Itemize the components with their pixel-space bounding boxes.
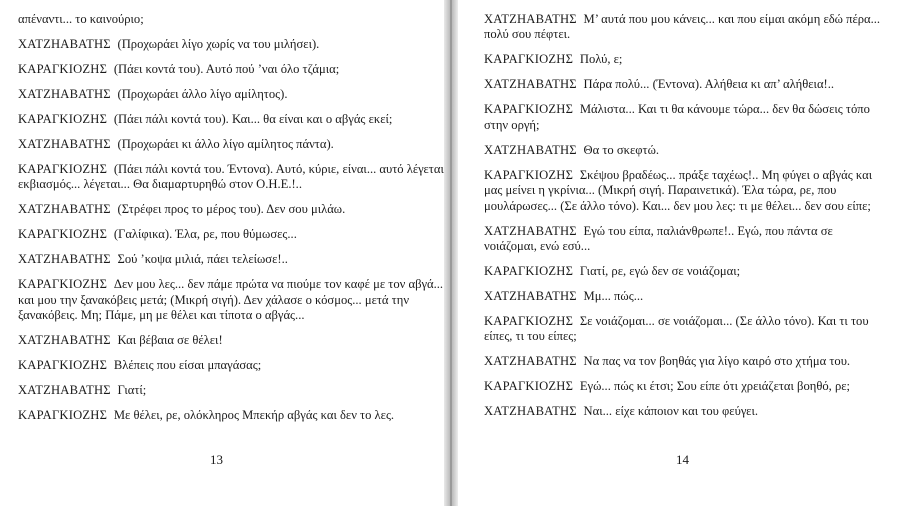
left-page-text bbox=[18, 12, 444, 424]
speaker-name: ΧΑΤΖΗΑΒΑΤΗΣ bbox=[484, 404, 577, 419]
speaker-name: ΧΑΤΖΗΑΒΑΤΗΣ bbox=[484, 354, 577, 369]
line-text: (Πάει πάλι κοντά του. Έντονα). Αυτό, κύριε, είναι... αυτό λέγεται εκβιασμός... λέγεται... Θα διαμαρτυρηθώ στον Ο.Η.Ε.!.. bbox=[18, 162, 444, 192]
speaker-name: ΚΑΡΑΓΚΙΟΖΗΣ bbox=[18, 408, 108, 423]
dialogue-line bbox=[484, 224, 887, 255]
line-text: Μάλιστα... Και τι θα κάνουμε τώρα... δεν θα δώσεις τόπο στην οργή; bbox=[484, 102, 870, 132]
dialogue-line bbox=[484, 168, 887, 214]
dialogue-line bbox=[18, 62, 444, 77]
speaker-name: ΧΑΤΖΗΑΒΑΤΗΣ bbox=[484, 77, 577, 92]
dialogue-line bbox=[18, 227, 444, 242]
page-number: 14 bbox=[676, 452, 689, 467]
dialogue-line bbox=[484, 12, 887, 43]
dialogue-line bbox=[484, 264, 887, 279]
line-text: Με θέλει, ρε, ολόκληρος Μπεκήρ αβγάς και δεν το λες. bbox=[113, 408, 395, 423]
line-text: Γιατί; bbox=[117, 383, 147, 398]
speaker-name: ΧΑΤΖΗΑΒΑΤΗΣ bbox=[18, 202, 111, 217]
page-number: 13 bbox=[210, 452, 223, 467]
speaker-name: ΚΑΡΑΓΚΙΟΖΗΣ bbox=[18, 227, 108, 242]
dialogue-line bbox=[484, 379, 887, 394]
line-text: Μ’ αυτά που μου κάνεις... και που είμαι ακόμη εδώ πέρα... πολύ σου πέφτει. bbox=[484, 12, 881, 42]
speaker-name: ΚΑΡΑΓΚΙΟΖΗΣ bbox=[18, 62, 108, 76]
line-text: (Γαλίφικα). Έλα, ρε, που θύμωσες... bbox=[113, 227, 297, 242]
line-text: Να πας να τον βοηθάς για λίγο καιρό στο χτήμα του. bbox=[583, 354, 851, 369]
speaker-name: ΧΑΤΖΗΑΒΑΤΗΣ bbox=[484, 12, 577, 26]
dialogue-line bbox=[18, 137, 444, 152]
speaker-name: ΚΑΡΑΓΚΙΟΖΗΣ bbox=[484, 379, 574, 394]
line-text: Πάρα πολύ... (Έντονα). Αλήθεια κι απ’ αλήθεια!.. bbox=[583, 77, 835, 92]
line-text: Ναι... είχε κάποιον και του φεύγει. bbox=[583, 404, 758, 419]
speaker-name: ΧΑΤΖΗΑΒΑΤΗΣ bbox=[18, 383, 111, 398]
dialogue-line bbox=[18, 202, 444, 217]
speaker-name: ΚΑΡΑΓΚΙΟΖΗΣ bbox=[484, 314, 574, 329]
right-page bbox=[458, 0, 901, 506]
line-text: (Προχωράει λίγο χωρίς να του μιλήσει). bbox=[117, 37, 320, 51]
dialogue-line bbox=[18, 408, 444, 423]
dialogue-line bbox=[18, 277, 444, 323]
line-text: Θα το σκεφτώ. bbox=[583, 142, 660, 157]
dialogue-line bbox=[484, 143, 887, 158]
speaker-name: ΚΑΡΑΓΚΙΟΖΗΣ bbox=[484, 264, 574, 279]
speaker-name: ΚΑΡΑΓΚΙΟΖΗΣ bbox=[484, 52, 574, 67]
line-text: Δεν μου λες... δεν πάμε πρώτα να πιούμε τον καφέ με τον αβγά... και μου την ξανακόβεις μετά; (Μικρή σιγή). Δεν χάλασε ο κόσμος... μετά την ξανακόβεις. Μη; Πάμε, μη με θέλει και τίποτα ο αβγάς... bbox=[18, 277, 444, 323]
right-page-text bbox=[484, 12, 887, 420]
line-text: Πολύ, ε; bbox=[579, 52, 623, 67]
dialogue-line bbox=[484, 314, 887, 345]
speaker-name: ΧΑΤΖΗΑΒΑΤΗΣ bbox=[484, 289, 577, 304]
speaker-name: ΚΑΡΑΓΚΙΟΖΗΣ bbox=[484, 102, 574, 117]
speaker-name: ΧΑΤΖΗΑΒΑΤΗΣ bbox=[18, 87, 111, 101]
line-text: (Πάει πάλι κοντά του). Και... θα είναι και ο αβγάς εκεί; bbox=[113, 112, 393, 126]
line-text: Γιατί, ρε, εγώ δεν σε νοιάζομαι; bbox=[579, 264, 741, 279]
page-seam bbox=[450, 0, 452, 506]
dialogue-line bbox=[484, 102, 887, 133]
line-text: Βλέπεις που είσαι μπαγάσας; bbox=[113, 358, 262, 373]
speaker-name: ΧΑΤΖΗΑΒΑΤΗΣ bbox=[18, 37, 111, 51]
book-gutter bbox=[444, 0, 458, 506]
speaker-name: ΧΑΤΖΗΑΒΑΤΗΣ bbox=[18, 137, 111, 151]
line-text: Σε νοιάζομαι... σε νοιάζομαι... (Σε άλλο τόνο). Και τι του είπες, τι του είπες; bbox=[484, 314, 869, 344]
dialogue-line bbox=[18, 12, 444, 27]
dialogue-line bbox=[18, 162, 444, 193]
dialogue-line bbox=[18, 112, 444, 127]
dialogue-line bbox=[484, 52, 887, 67]
dialogue-line bbox=[18, 37, 444, 52]
speaker-name: ΚΑΡΑΓΚΙΟΖΗΣ bbox=[484, 167, 574, 182]
speaker-name: ΚΑΡΑΓΚΙΟΖΗΣ bbox=[18, 358, 108, 373]
speaker-name: ΧΑΤΖΗΑΒΑΤΗΣ bbox=[18, 252, 111, 267]
line-text: (Στρέφει προς το μέρος του). Δεν σου μιλάω. bbox=[117, 202, 346, 217]
line-text: Εγώ του είπα, παλιάνθρωπε!.. Εγώ, που πάντα σε νοιάζομαι, ενώ εσύ... bbox=[484, 223, 833, 254]
left-page bbox=[0, 0, 444, 506]
line-text: (Προχωράει άλλο λίγο αμίλητος). bbox=[117, 87, 288, 101]
line-text: απέναντι... το καινούριο; bbox=[18, 12, 144, 26]
dialogue-line bbox=[18, 333, 444, 348]
line-text: (Προχωράει κι άλλο λίγο αμίλητος πάντα). bbox=[117, 137, 334, 151]
line-text: Σκέψου βραδέως... πράξε ταχέως!.. Μη φύγει ο αβγάς και μας μείνει η γκρίνια... (Μικρή σιγή. Παραινετικά). Έλα τώρα, ρε, που μουλάρωσες... (Σε άλλο τόνο). Και... δεν μου λες: τι με θέλει... δεν σου είπε; bbox=[484, 167, 873, 213]
dialogue-line bbox=[18, 252, 444, 267]
speaker-name: ΧΑΤΖΗΑΒΑΤΗΣ bbox=[484, 142, 577, 157]
dialogue-line bbox=[18, 358, 444, 373]
line-text: (Πάει κοντά του). Αυτό πού ’ναι όλο τζάμια; bbox=[113, 62, 340, 76]
speaker-name: ΚΑΡΑΓΚΙΟΖΗΣ bbox=[18, 277, 108, 292]
line-text: Και βέβαια σε θέλει! bbox=[117, 333, 223, 348]
dialogue-line bbox=[484, 354, 887, 369]
speaker-name: ΚΑΡΑΓΚΙΟΖΗΣ bbox=[18, 162, 108, 176]
speaker-name: ΚΑΡΑΓΚΙΟΖΗΣ bbox=[18, 112, 108, 126]
line-text: Μμ... πώς... bbox=[583, 289, 644, 304]
speaker-name: ΧΑΤΖΗΑΒΑΤΗΣ bbox=[484, 223, 577, 238]
speaker-name: ΧΑΤΖΗΑΒΑΤΗΣ bbox=[18, 333, 111, 348]
dialogue-line bbox=[18, 87, 444, 102]
dialogue-line bbox=[484, 404, 887, 419]
dialogue-line bbox=[484, 77, 887, 92]
line-text: Σού ’κοψα μιλιά, πάει τελείωσε!.. bbox=[117, 252, 288, 267]
dialogue-line bbox=[484, 289, 887, 304]
dialogue-line bbox=[18, 383, 444, 398]
line-text: Εγώ... πώς κι έτσι; Σου είπε ότι χρειάζεται βοηθό, ρε; bbox=[579, 379, 851, 394]
